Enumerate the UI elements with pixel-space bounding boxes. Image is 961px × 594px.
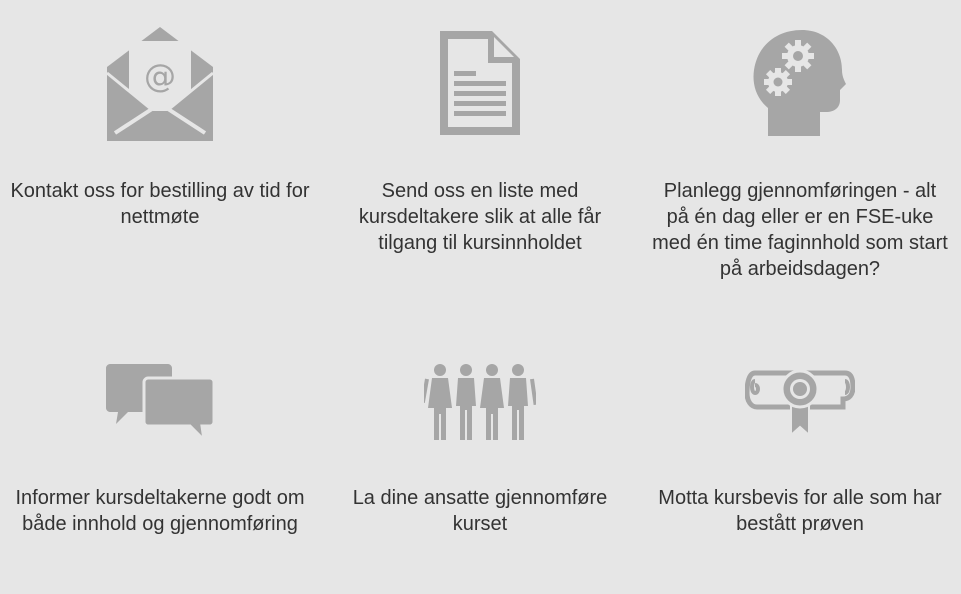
step-text: Send oss en liste med kursdeltakere slik at alle får tilgang til kursinnholdet: [358, 180, 602, 254]
step-text: Motta kursbevis for alle som har bestått prøven: [658, 487, 942, 535]
step-text: Planlegg gjennomføringen - alt på én dag eller er en FSE-uke med én time faginnhold som start på arbeidsdagen?: [652, 180, 948, 280]
diploma-certificate-icon: [640, 361, 960, 443]
people-group-icon: [320, 361, 640, 443]
step-text: Kontakt oss for bestilling av tid for nettmøte: [10, 180, 310, 228]
svg-text:@: @: [144, 57, 176, 95]
head-gears-icon: [640, 22, 960, 144]
envelope-email-icon: [0, 22, 320, 144]
document-icon: [320, 22, 640, 144]
step-text: La dine ansatte gjennomføre kurset: [352, 487, 608, 535]
step-text: Informer kursdeltakerne godt om både innhold og gjennomføring: [15, 487, 305, 535]
speech-bubbles-icon: [0, 361, 320, 443]
